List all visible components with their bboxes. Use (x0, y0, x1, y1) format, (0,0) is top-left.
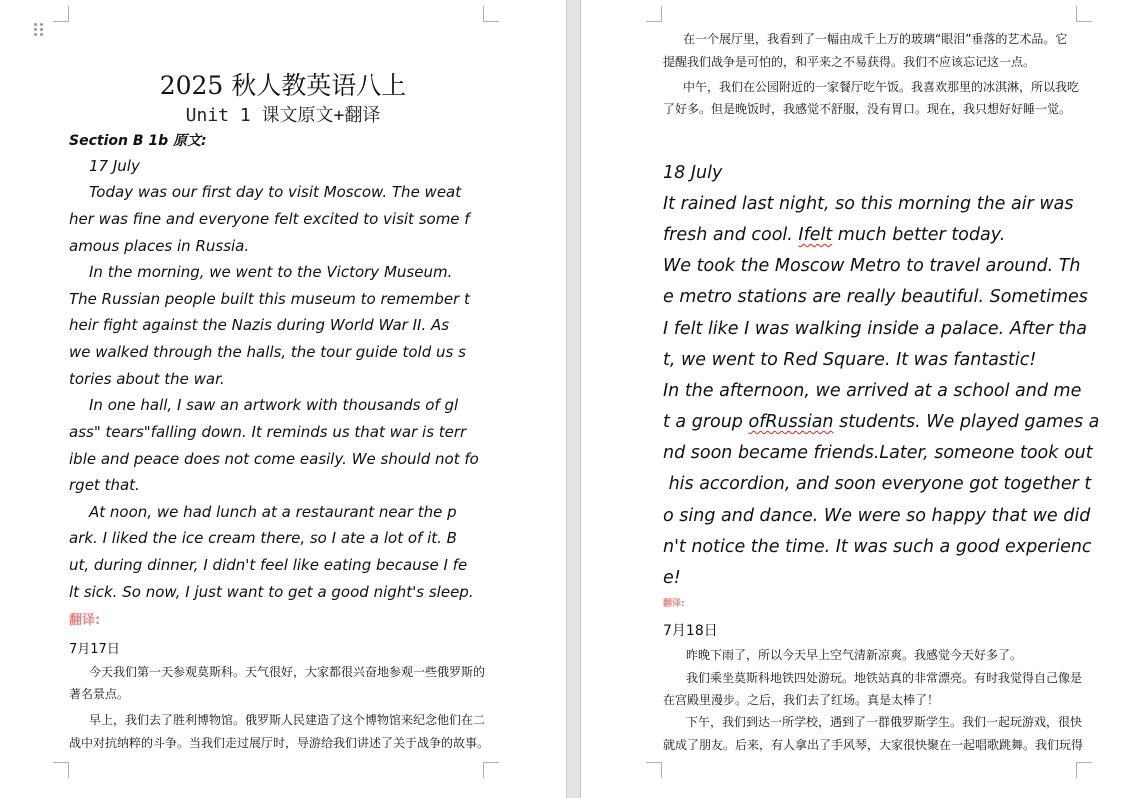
text-line: lt sick. So now, I just want to get a good night's sleep. (69, 583, 474, 601)
section-heading: Section B 1b 原文: (69, 133, 207, 149)
margin-corner-mark (646, 6, 662, 22)
text-line-with-spellcheck: t a group ofRussian students. We played games a (663, 412, 1100, 432)
text-line: nd soon became friends.Later, someone took out (663, 443, 1093, 463)
page-gutter (566, 0, 581, 798)
margin-corner-mark (646, 762, 662, 778)
entry-date-zh: 7月17日 (69, 642, 120, 657)
text-line: e metro stations are really beautiful. Sometimes (663, 287, 1088, 307)
text-line: 昨晚下雨了，所以今天早上空气清新凉爽。我感觉今天好多了。 (686, 648, 1023, 662)
text-line: amous places in Russia. (69, 237, 250, 255)
document-subtitle: Unit 1 课文原文+翻译 (185, 105, 381, 126)
text-line: I felt like I was walking inside a palace. After tha (663, 319, 1088, 339)
text-line: tories about the war. (69, 370, 225, 388)
margin-corner-mark (1076, 6, 1092, 22)
text-line: n't notice the time. It was such a good experienc (663, 537, 1092, 557)
margin-corner-mark (483, 6, 499, 22)
table-move-handle-icon[interactable] (34, 23, 46, 37)
text-line: ible and peace does not come easily. We should not fo (69, 450, 479, 468)
text-line: 在一个展厅里，我看到了一幅由成千上万的玻璃“眼泪”垂落的艺术品。它 (683, 32, 1068, 46)
text-line: At noon, we had lunch at a restaurant near the p (89, 503, 457, 521)
text-line: It rained last night, so this morning the air was (663, 194, 1074, 214)
text-line-with-spellcheck: fresh and cool. Ifelt much better today. (663, 225, 1006, 245)
text-line: 著名景点。 (69, 687, 130, 701)
entry-date-en: 17 July (89, 157, 140, 175)
spelling-error-mark[interactable]: Ifelt (798, 225, 833, 245)
spelling-error-mark[interactable]: ofRussian (748, 412, 834, 432)
text-line: o sing and dance. We were so happy that we did (663, 506, 1091, 526)
text-line: ut, during dinner, I didn't feel like eating because I fe (69, 556, 468, 574)
margin-corner-mark (483, 762, 499, 778)
text-line: 了好多。但是晚饭时，我感觉不舒服，没有胃口。现在，我只想好好睡一觉。 (663, 102, 1072, 116)
text-line: In the morning, we went to the Victory Museum. (89, 263, 453, 281)
text-line: In one hall, I saw an artwork with thousands of gl (89, 396, 459, 414)
text-line: The Russian people built this museum to remember t (69, 290, 470, 308)
entry-date-en: 18 July (663, 163, 723, 183)
text-line: e! (663, 568, 681, 588)
translation-label: 翻译: (663, 599, 685, 609)
text-line: We took the Moscow Metro to travel around. Th (663, 256, 1081, 276)
text-line: t, we went to Red Square. It was fantastic! (663, 350, 1037, 370)
text-line: 在宫殿里漫步。之后，我们去了红场。真是太棒了！ (663, 693, 940, 707)
text-line: 提醒我们战争是可怕的，和平来之不易获得。我们不应该忘记这一点。 (663, 55, 1036, 69)
text-line: her was fine and everyone felt excited to visit some f (69, 210, 470, 228)
text-line: 就成了朋友。后来，有人拿出了手风琴，大家很快聚在一起唱歌跳舞。我们玩得 (663, 738, 1084, 752)
text-line: 今天我们第一天参观莫斯科。天气很好，大家都很兴奋地参观一些俄罗斯的 (89, 665, 486, 679)
translation-label: 翻译: (69, 613, 101, 628)
margin-corner-mark (1076, 762, 1092, 778)
text-line: ark. I liked the ice cream there, so I ate a lot of it. B (69, 529, 457, 547)
text-line: his accordion, and soon everyone got together t (663, 474, 1092, 494)
text-line: 我们乘坐莫斯科地铁四处游玩。地铁站真的非常漂亮。有时我觉得自己像是 (686, 671, 1083, 685)
margin-corner-mark (53, 6, 69, 22)
text-line: heir fight against the Nazis during World War II. As (69, 316, 450, 334)
margin-corner-mark (53, 762, 69, 778)
entry-date-zh: 7月18日 (663, 623, 718, 639)
text-line: 下午，我们到达一所学校，遇到了一群俄罗斯学生。我们一起玩游戏，很快 (686, 715, 1083, 729)
text-line: rget that. (69, 476, 140, 494)
text-line: 战中对抗纳粹的斗争。当我们走过展厅时，导游给我们讲述了关于战争的故事。 (69, 736, 490, 750)
document-title: 2025 秋人教英语八上 (159, 71, 407, 100)
text-line: 中午，我们在公园附近的一家餐厅吃午饭。我喜欢那里的冰淇淋，所以我吃 (683, 80, 1080, 94)
text-line: Today was our first day to visit Moscow. The weat (89, 183, 462, 201)
text-line: we walked through the halls, the tour guide told us s (69, 343, 466, 361)
text-line: In the afternoon, we arrived at a school and me (663, 381, 1082, 401)
document-page-1[interactable] (0, 0, 566, 798)
text-line: ass" tears"falling down. It reminds us that war is terr (69, 423, 467, 441)
text-line: 早上，我们去了胜利博物馆。俄罗斯人民建造了这个博物馆来纪念他们在二 (89, 713, 486, 727)
